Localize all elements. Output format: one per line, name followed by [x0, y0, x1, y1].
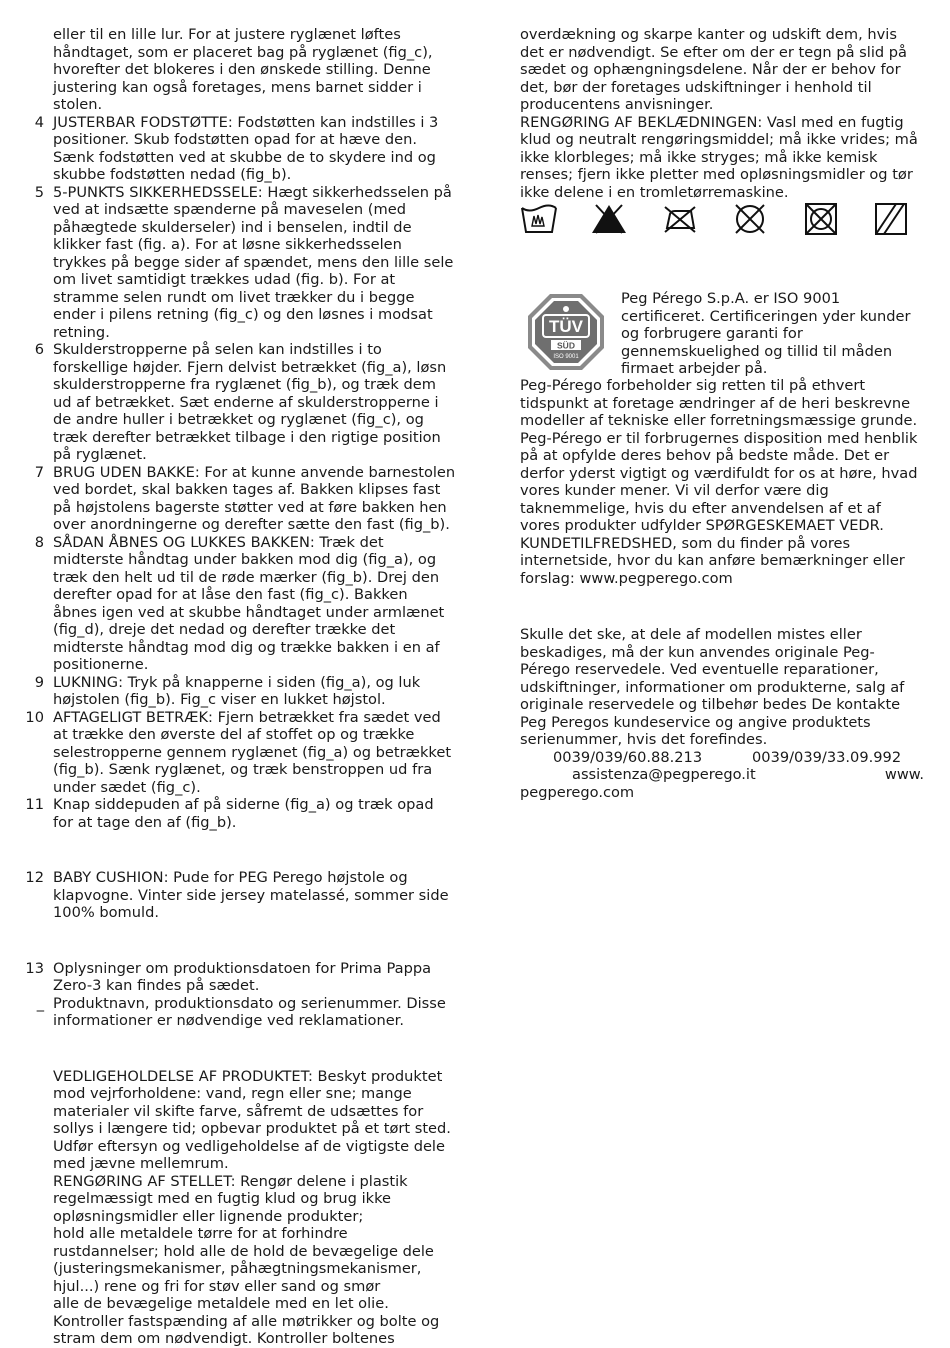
item-text: JUSTERBAR FODSTØTTE: Fodstøtten kan indstilles i 3 positioner. Skub fodstøtten opad for at hæve den. Sænk fodstøtten ved at skubbe de to skydere ind og skubbe fodstøtten nedad (fig_b).: [53, 113, 439, 183]
continued-paragraph: overdækning og skarpe kanter og udskift dem, hvis det er nødvendigt. Se efter om der er tegn på slid på sædet og ophængningsdelene. Når der er behov for det, bør der foretages udskiftninger i henhold til producentens anvisninger.: [520, 26, 907, 113]
list-item-5: [24, 184, 456, 342]
item-number: 9: [34, 673, 44, 691]
line-dry-icon: [872, 202, 910, 236]
item-text: AFTAGELIGT BETRÆK: Fjern betrækket fra sædet ved at trække den øverste del af stoffet op og trække selestropperne gennem ryglænet (fig_a) og betrækket (fig_b). Sænk ryglænet, og træk benstroppen ud fra under sædet (fig_c).: [53, 708, 452, 796]
item-number: 8: [34, 533, 44, 551]
cover-cleaning-paragraph: RENGØRING AF BEKLÆDNINGEN: Vasl med en fugtig klud og neutralt rengøringsmiddel; må ikke vrides; må ikke klorbleges; må ikke stryges; må ikke kemisk renses; fjern ikke pletter med opløsningsmidler og tør ikke delene i en tromletørremaskine.: [520, 113, 918, 201]
phone-2: 0039/039/33.09.992: [752, 748, 902, 766]
item-number: 10: [25, 708, 44, 726]
item-text: LUKNING: Tryk på knapperne i siden (fig_a), og luk højstolen (fig_b). Fig_c viser en lukket højstol.: [53, 673, 421, 708]
certification-block: [520, 290, 924, 378]
item-text: Oplysninger om produktionsdatoen for Prima Pappa Zero-3 kan findes på sædet.: [53, 959, 432, 994]
tuv-brand-text: TÜV: [549, 317, 583, 336]
email-link[interactable]: assistenza@pegperego.it: [572, 766, 756, 783]
item-text: Produktnavn, produktionsdato og serienummer. Disse informationer er nødvendige ved reklamationer.: [53, 994, 446, 1029]
no-dry-clean-icon: [731, 202, 769, 236]
phone-1: 0039/039/60.88.213: [553, 748, 703, 766]
item-number: 6: [34, 341, 44, 358]
tuv-sub-text: SÜD: [557, 340, 575, 351]
reservation-paragraph-block: [520, 377, 924, 587]
item-text: 5-PUNKTS SIKKERHEDSSELE: Hægt sikkerhedsselen på ved at indsætte spænderne på maveselen (med påhægtede skulderseler) ind i benselen, indtil de klikker fast (fig. a). For at løsne sikkerhedsselen trykkes på begge sider af spændet, mens den lille sele om livet samtidigt trækkes udad (fig. b). For at stramme selen rundt om livet trækker du i begge ender i pilens retning (fig_c) og den løsnes i modsat retning.: [53, 183, 454, 341]
frame-cleaning-paragraph: RENGØRING AF STELLET: Rengør delene i plastik regelmæssigt med en fugtig klud og brug ikke opløsningsmidler eller lignende produkter;: [53, 1172, 408, 1225]
left-column: [24, 26, 456, 1348]
item-number: 11: [25, 796, 44, 813]
no-iron-icon: [661, 202, 699, 236]
item-number: 12: [25, 869, 44, 886]
frame-cleaning-paragraph-3: alle de bevægelige metaldele med en let olie. Kontroller fastspænding af alle møtrikker og bolte og stram dem om nødvendigt. Kontroller boltenes: [53, 1295, 440, 1347]
item-number: 4: [34, 113, 44, 131]
item-text: BABY CUSHION: Pude for PEG Perego højstole og klapvogne. Vinter side jersey matelassé, sommer side 100% bomuld.: [53, 869, 449, 921]
item-text: BRUG UDEN BAKKE: For at kunne anvende barnestolen ved bordet, skal bakken tages af. Bakken klipses fast på højstolens bagerste støtter ved at føre bakken hen over anordningerne og derefter sætte den fast (fig_b).: [53, 463, 456, 533]
list-item-11: [24, 796, 456, 831]
list-item-7: [24, 464, 456, 534]
reservation-paragraph: Peg-Pérego forbeholder sig retten til på ethvert tidspunkt at foretage ændringer af de heri beskrevne modeller af tekniske eller forretningsmæssige grunde. Peg-Pérego er til forbrugernes disposition med henblik på at opfylde deres behov på bedste måde. Det er derfor yderst vigtigt og værdifuldt for os at høre, hvad vores kunder mener. Vi vil derfor være dig taknemmelige, hvis du efter anvendelsen af et af vores produkter udfylder SPØRGESKEMAET VEDR. KUNDETILFREDSHED, som du finder på vores internetside, hvor du kan anføre bemærkninger eller forslag: www.pegperego.com: [520, 377, 918, 587]
hand-wash-icon: [520, 202, 558, 236]
list-item-6: [24, 341, 456, 464]
item-number: 5: [34, 183, 44, 201]
numbered-list: [24, 114, 456, 832]
spare-parts-paragraph: Skulle det ske, at dele af modellen mistes eller beskadiges, må der kun anvendes originale Peg-Pérego reservedele. Ved eventuelle reparationer, udskiftninger, informationer om produkterne, salg af originale reservedele og tilbehør bedes De kontakte Peg Peregos kundeservice og angive produktets serienummer, hvis det forefindes.: [520, 626, 905, 748]
intro-paragraph: eller til en lille lur. For at justere ryglænet løftes håndtaget, som er placeret bag på ryglænet (fig_c), hvorefter det blokeres i den ønskede stilling. Denne justering kan også foretages, mens barnet sidder i stolen.: [53, 26, 433, 113]
list-item-dash: [24, 995, 456, 1030]
tuv-logo: [526, 292, 606, 372]
care-symbols: [520, 202, 910, 238]
item-number: _: [36, 994, 44, 1012]
no-tumble-dry-icon: [802, 202, 840, 236]
no-bleach-icon: [590, 202, 628, 236]
item-number: 13: [25, 959, 44, 977]
item-text: Skulderstropperne på selen kan indstilles i to forskellige højder. Fjern delvist betrækket (fig_a), løsn skulderstropperne fra ryglænet (fig_b), og træk dem ud af betrækket. Sæt enderne af skulderstropperne i de andre huller i betrækket og ryglænet (fig_c), og træk derefter betrækket tilbage i den rigtige position på ryglænet.: [53, 341, 447, 463]
website-link[interactable]: pegperego.com: [520, 783, 635, 801]
list-item-13: [24, 960, 456, 995]
www-prefix[interactable]: www.: [884, 766, 924, 783]
maintenance-paragraph: VEDLIGEHOLDELSE AF PRODUKTET: Beskyt produktet mod vejrforholdene: vand, regn eller sne; mange materialer vil skifte farve, såfremt de udsættes for sollys i længere tid; opbevar produktet på et tørt sted. Udfør eftersyn og vedligeholdelse af de vigtigste dele med jævne mellemrum.: [53, 1067, 451, 1172]
list-item-9: [24, 674, 456, 709]
tuv-iso-text: ISO 9001: [553, 354, 579, 360]
list-item-12: [24, 869, 456, 922]
contact-line: [520, 766, 924, 784]
list-item-8: [24, 534, 456, 674]
spare-parts-block: [520, 626, 924, 801]
phone-numbers: [520, 749, 924, 767]
iso-certification-text: Peg Pérego S.p.A. er ISO 9001 certificeret. Certificeringen yder kunder og forbrugere garanti for gennemskuelighed og tillid til måden firmaet arbejder på.: [621, 290, 911, 377]
item-text: SÅDAN ÅBNES OG LUKKES BAKKEN: Træk det midterste håndtag under bakken mod dig (fig_a), og træk den helt ud til de røde mærker (fig_b). Drej den derefter opad for at låse den fast (fig_c). Bakken åbnes igen ved at skubbe håndtaget under armlænet (fig_d), dreje det nedad og derefter trække det midterste håndtag mod dig og trække bakken i en af positionerne.: [53, 533, 445, 673]
item-number: 7: [34, 463, 44, 481]
frame-cleaning-paragraph-2: hold alle metaldele tørre for at forhindre rustdannelser; hold alle de hold de bevægelige dele (justeringsmekanismer, påhægtningsmekanismer, hjul...) rene og fri for støv eller sand og smør: [53, 1225, 434, 1295]
list-item-4: [24, 114, 456, 184]
item-text: Knap siddepuden af på siderne (fig_a) og træk opad for at tage den af (fig_b).: [53, 796, 434, 831]
list-item-10: [24, 709, 456, 797]
right-column: [520, 26, 924, 201]
